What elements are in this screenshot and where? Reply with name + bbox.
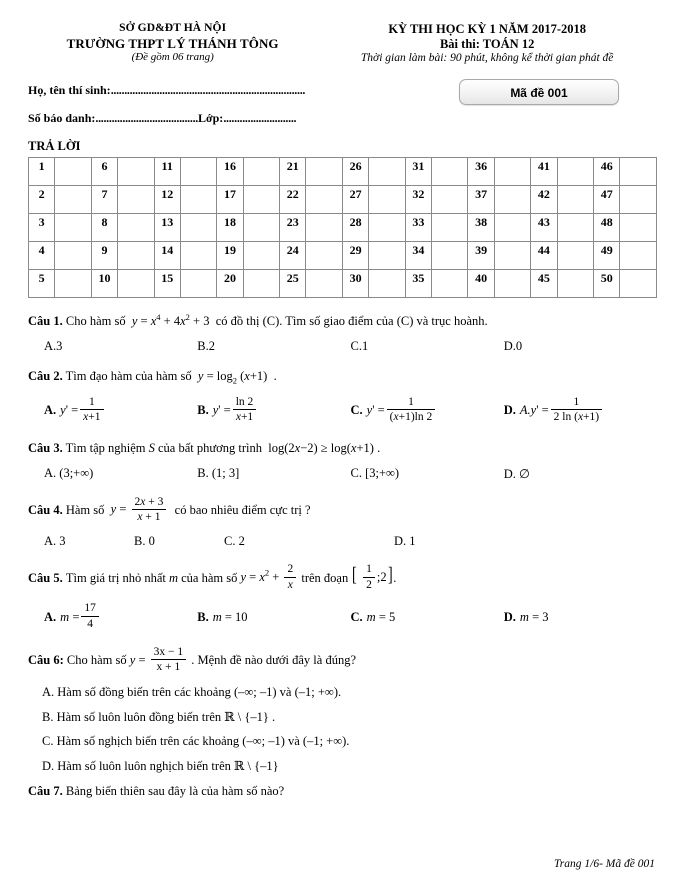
question-7-stem	[28, 783, 657, 800]
answer-number-cell: 17	[217, 186, 243, 214]
answer-number-cell: 2	[29, 186, 55, 214]
question-1-option-b[interactable]: B.2	[197, 339, 215, 354]
question-1-stem	[28, 312, 657, 330]
question-3-stem	[28, 440, 657, 457]
candidate-id-label: Số báo danh:	[28, 111, 96, 126]
question-4-label: Câu 4.	[28, 502, 63, 517]
answer-number-cell: 3	[29, 214, 55, 242]
answer-number-cell: 42	[531, 186, 557, 214]
question-2-stem-pre: Tìm đạo hàm của hàm số	[65, 369, 192, 384]
question-1-options	[28, 339, 657, 354]
question-5-option-b[interactable]: B. m = 10	[197, 609, 248, 624]
answer-number-cell: 36	[468, 158, 494, 186]
answer-input-cell[interactable]	[180, 214, 216, 242]
answer-number-cell: 32	[405, 186, 431, 214]
question-4-option-a[interactable]: A. 3	[44, 534, 66, 549]
answer-input-cell[interactable]	[620, 214, 657, 242]
question-6-option-c[interactable]: C. Hàm số nghịch biến trên các khoảng (–∞; –1) và (–1; +∞).	[42, 733, 350, 748]
question-3-option-d[interactable]: D. ∅	[503, 466, 530, 481]
page-count-note: (Đề gồm 06 trang)	[131, 50, 214, 63]
question-4-option-b[interactable]: B. 0	[134, 534, 155, 549]
answer-input-cell[interactable]	[118, 214, 154, 242]
answer-number-cell: 1	[29, 158, 55, 186]
question-2-stem	[28, 368, 657, 387]
answer-number-cell: 25	[280, 270, 306, 298]
question-1-stem-post: có đồ thị (C). Tìm số giao điểm của (C) và trục hoành.	[215, 314, 488, 329]
answer-number-cell: 35	[405, 270, 431, 298]
question-4-options	[28, 534, 657, 549]
answer-input-cell[interactable]	[55, 270, 91, 298]
answer-number-cell: 9	[91, 242, 117, 270]
answer-input-cell[interactable]	[55, 186, 91, 214]
answer-number-cell: 15	[154, 270, 180, 298]
candidate-name-label: Họ, tên thí sinh:	[28, 83, 111, 98]
answer-input-cell[interactable]	[118, 186, 154, 214]
answer-grid	[28, 157, 657, 298]
question-7	[0, 783, 685, 800]
answer-number-cell: 31	[405, 158, 431, 186]
question-4-option-c[interactable]: C. 2	[224, 534, 245, 549]
question-2-option-a-tag: A.	[44, 403, 57, 418]
answer-number-cell: 24	[280, 242, 306, 270]
answer-input-cell[interactable]	[494, 158, 530, 186]
answer-row	[29, 270, 657, 298]
answer-number-cell: 41	[531, 158, 557, 186]
question-1	[0, 312, 685, 354]
exam-subject: Bài thi: TOÁN 12	[439, 36, 535, 51]
answer-input-cell[interactable]	[306, 214, 342, 242]
question-2-option-b[interactable]: B. y ' = $\frac{\ln 2}{x+1}$	[197, 396, 350, 426]
question-5-option-c-tag: C.	[350, 609, 363, 624]
page-header	[0, 0, 685, 65]
question-2-option-a[interactable]: A. y ' = $\frac{1}{x+1}$	[28, 396, 197, 426]
answer-number-cell: 34	[405, 242, 431, 270]
question-3-stem-post: .	[377, 440, 381, 455]
question-1-option-c[interactable]: C.1	[350, 339, 369, 354]
answer-number-cell: 13	[154, 214, 180, 242]
question-5-options	[28, 602, 657, 632]
answer-input-cell[interactable]	[306, 242, 342, 270]
answer-number-cell: 37	[468, 186, 494, 214]
answer-input-cell[interactable]	[180, 158, 216, 186]
answer-input-cell[interactable]	[494, 242, 530, 270]
answer-row	[29, 186, 657, 214]
answer-input-cell[interactable]	[118, 270, 154, 298]
question-4-stem-pre: Hàm số	[65, 502, 105, 517]
question-4-formula: y = $\frac{2x + 3}{x + 1}$	[108, 502, 175, 516]
answer-number-cell: 21	[280, 158, 306, 186]
answer-number-cell: 19	[217, 242, 243, 270]
question-2-stem-post: .	[273, 369, 277, 384]
candidate-info	[0, 83, 685, 126]
answer-input-cell[interactable]	[180, 186, 216, 214]
answer-number-cell: 20	[217, 270, 243, 298]
question-2-option-c-fraction: $\frac{1}{(x+1)\ln 2}$	[387, 395, 436, 425]
answer-input-cell[interactable]	[557, 270, 593, 298]
answer-input-cell[interactable]	[306, 270, 342, 298]
department-name: SỞ GD&ĐT HÀ NỘI	[119, 22, 227, 34]
answer-input-cell[interactable]	[620, 186, 657, 214]
question-4-stem-post: có bao nhiêu điểm cực trị ?	[174, 502, 311, 517]
answer-number-cell: 16	[217, 158, 243, 186]
answer-row	[29, 214, 657, 242]
question-3-option-c[interactable]: C. [3;+∞)	[350, 466, 400, 481]
question-5-stem-post: .	[393, 570, 397, 585]
answer-input-cell[interactable]	[620, 270, 657, 298]
candidate-id-field[interactable]: ......................................	[95, 111, 198, 126]
answer-number-cell: 28	[342, 214, 368, 242]
answer-input-cell[interactable]	[432, 214, 468, 242]
answer-input-cell[interactable]	[369, 158, 405, 186]
answer-number-cell: 18	[217, 214, 243, 242]
answer-number-cell: 8	[91, 214, 117, 242]
question-6-options	[28, 685, 657, 774]
exam-code-badge: Mã đề 001	[459, 79, 619, 105]
answer-number-cell: 14	[154, 242, 180, 270]
answer-input-cell[interactable]	[620, 158, 657, 186]
question-3	[0, 440, 685, 482]
question-5-label: Câu 5.	[28, 570, 63, 585]
answer-sheet-title: TRẢ LỜI	[28, 139, 81, 154]
question-4-stem	[28, 496, 657, 526]
answer-number-cell: 43	[531, 214, 557, 242]
answer-number-cell: 39	[468, 242, 494, 270]
question-7-label: Câu 7.	[28, 783, 63, 798]
question-3-option-a[interactable]: A. (3;+∞)	[44, 466, 94, 481]
answer-number-cell: 29	[342, 242, 368, 270]
school-name: TRƯỜNG THPT LÝ THÁNH TÔNG	[66, 35, 279, 51]
question-6-option-a[interactable]: A. Hàm số đồng biến trên các khoảng (–∞; –1) và (–1; +∞).	[42, 684, 342, 699]
answer-input-cell[interactable]	[494, 186, 530, 214]
answer-input-cell[interactable]	[180, 242, 216, 270]
answer-number-cell: 50	[594, 270, 620, 298]
answer-input-cell[interactable]	[494, 270, 530, 298]
answer-row	[29, 242, 657, 270]
question-5-option-b-tag: B.	[197, 609, 209, 624]
question-5-formula: $y = x^2$ + $\frac{2}{x}$	[237, 563, 301, 593]
exam-duration: Thời gian làm bài: 90 phút, không kể thời gian phát đề	[360, 51, 614, 64]
question-3-option-b[interactable]: B. (1; 3]	[197, 466, 240, 481]
question-5-stem	[28, 563, 657, 593]
question-5-option-a-tag: A.	[44, 609, 57, 624]
answer-number-cell: 40	[468, 270, 494, 298]
question-2-option-d-fraction: $\frac{1}{2 \ln (x+1)}$	[551, 395, 602, 425]
answer-input-cell[interactable]	[369, 214, 405, 242]
candidate-name-field[interactable]: ........................................................................	[110, 83, 306, 98]
header-left-block	[28, 22, 317, 64]
answer-number-cell: 26	[342, 158, 368, 186]
question-5-interval: [ $\frac{1}{2}$ ;2]	[352, 563, 393, 591]
answer-input-cell[interactable]	[243, 158, 279, 186]
question-3-options	[28, 466, 657, 482]
header-right-block	[317, 22, 657, 65]
question-4	[0, 496, 685, 550]
answer-input-cell[interactable]	[369, 186, 405, 214]
question-2-formula: $y = \log_2 (x+1)$	[197, 369, 274, 386]
answer-input-cell[interactable]	[306, 158, 342, 186]
answer-number-cell: 48	[594, 214, 620, 242]
candidate-class-field[interactable]: ...........................	[223, 111, 297, 126]
answer-input-cell[interactable]	[243, 186, 279, 214]
answer-number-cell: 23	[280, 214, 306, 242]
question-2-option-d-tag: D.	[503, 403, 516, 418]
question-2-option-b-tag: B.	[197, 403, 209, 418]
question-2-option-b-fraction: $\frac{\ln 2}{x+1}$	[233, 395, 257, 425]
answer-sheet-wrap	[0, 157, 685, 298]
candidate-class-label: Lớp:	[197, 111, 224, 126]
answer-number-cell: 27	[342, 186, 368, 214]
answer-number-cell: 5	[29, 270, 55, 298]
answer-input-cell[interactable]	[369, 270, 405, 298]
answer-input-cell[interactable]	[243, 214, 279, 242]
answer-input-cell[interactable]	[557, 214, 593, 242]
question-2-option-a-fraction: $\frac{1}{x+1}$	[80, 395, 103, 425]
answer-number-cell: 11	[154, 158, 180, 186]
answer-number-cell: 30	[342, 270, 368, 298]
question-2-option-d[interactable]: D. A.y ' = $\frac{1}{2 \ln (x+1)}$	[504, 396, 657, 426]
question-3-label: Câu 3.	[28, 440, 63, 455]
question-5-stem-pre: Tìm giá trị nhỏ nhất m của hàm số	[65, 570, 238, 585]
answer-number-cell: 10	[91, 270, 117, 298]
answer-input-cell[interactable]	[369, 242, 405, 270]
question-3-formula: log(2x−2) ≥ log(x+1)	[265, 440, 378, 455]
answer-input-cell[interactable]	[620, 242, 657, 270]
answer-number-cell: 44	[531, 242, 557, 270]
answer-number-cell: 38	[468, 214, 494, 242]
question-7-stem-pre: Bảng biến thiên sau đây là của hàm số nào?	[65, 783, 285, 798]
answer-input-cell[interactable]	[243, 270, 279, 298]
answer-number-cell: 46	[594, 158, 620, 186]
answer-input-cell[interactable]	[432, 158, 468, 186]
question-6-option-d[interactable]: D. Hàm số luôn luôn nghịch biến trên ℝ \ {–1}	[42, 758, 279, 773]
answer-number-cell: 6	[91, 158, 117, 186]
question-1-stem-pre: Cho hàm số	[65, 314, 126, 329]
answer-input-cell[interactable]	[557, 158, 593, 186]
answer-input-cell[interactable]	[118, 242, 154, 270]
question-1-option-d[interactable]: D.0	[503, 339, 523, 354]
answer-input-cell[interactable]	[55, 242, 91, 270]
question-5-option-a[interactable]: A. m = $\frac{17}{4}$	[28, 602, 197, 632]
question-4-option-d[interactable]: D. 1	[394, 534, 416, 549]
exam-title: KỲ THI HỌC KỲ 1 NĂM 2017-2018	[388, 22, 586, 36]
answer-input-cell[interactable]	[432, 270, 468, 298]
answer-input-cell[interactable]	[494, 214, 530, 242]
question-2-options	[28, 396, 657, 426]
question-5-option-d[interactable]: D. m = 3	[503, 609, 549, 624]
answer-number-cell: 7	[91, 186, 117, 214]
question-2-label: Câu 2.	[28, 369, 63, 384]
answer-input-cell[interactable]	[306, 186, 342, 214]
question-2	[0, 368, 685, 426]
answer-number-cell: 22	[280, 186, 306, 214]
answer-number-cell: 12	[154, 186, 180, 214]
question-6-label: Câu 6:	[28, 653, 64, 668]
question-1-label: Câu 1.	[28, 314, 63, 329]
question-6-stem-post: . Mệnh đề nào dưới đây là đúng?	[191, 653, 356, 668]
candidate-id-line	[28, 111, 657, 126]
question-3-stem-pre: Tìm tập nghiệm S của bất phương trình	[65, 440, 262, 455]
answer-input-cell[interactable]	[432, 242, 468, 270]
question-1-option-a[interactable]: A.3	[44, 339, 63, 354]
question-5	[0, 563, 685, 632]
answer-input-cell[interactable]	[118, 158, 154, 186]
answer-input-cell[interactable]	[432, 186, 468, 214]
answer-row	[29, 158, 657, 186]
answer-number-cell: 45	[531, 270, 557, 298]
question-1-formula: $y = x^4 + 4x^2 + 3$	[131, 312, 216, 329]
answer-input-cell[interactable]	[243, 242, 279, 270]
question-6-formula: y = $\frac{3x - 1}{x + 1}$	[127, 646, 192, 676]
answer-input-cell[interactable]	[180, 270, 216, 298]
question-6-stem	[28, 646, 657, 676]
question-5-option-d-tag: D.	[503, 609, 516, 624]
answer-number-cell: 49	[594, 242, 620, 270]
answer-input-cell[interactable]	[55, 214, 91, 242]
answer-input-cell[interactable]	[557, 242, 593, 270]
answer-number-cell: 47	[594, 186, 620, 214]
question-2-option-c-tag: C.	[350, 403, 363, 418]
answer-input-cell[interactable]	[557, 186, 593, 214]
answer-input-cell[interactable]	[55, 158, 91, 186]
question-6	[0, 646, 685, 774]
page-footer: Trang 1/6- Mã đề 001	[554, 858, 655, 870]
question-2-option-c[interactable]: C. y ' = $\frac{1}{(x+1)\ln 2}$	[351, 396, 504, 426]
question-5-option-a-fraction: $\frac{17}{4}$	[81, 601, 99, 631]
answer-number-cell: 33	[405, 214, 431, 242]
answer-number-cell: 4	[29, 242, 55, 270]
question-6-option-b[interactable]: B. Hàm số luôn luôn đồng biến trên ℝ \ {–1} .	[42, 709, 276, 724]
question-5-option-c[interactable]: C. m = 5	[350, 609, 396, 624]
question-5-stem-mid: trên đoạn	[301, 570, 349, 585]
question-6-stem-pre: Cho hàm số	[66, 653, 127, 668]
